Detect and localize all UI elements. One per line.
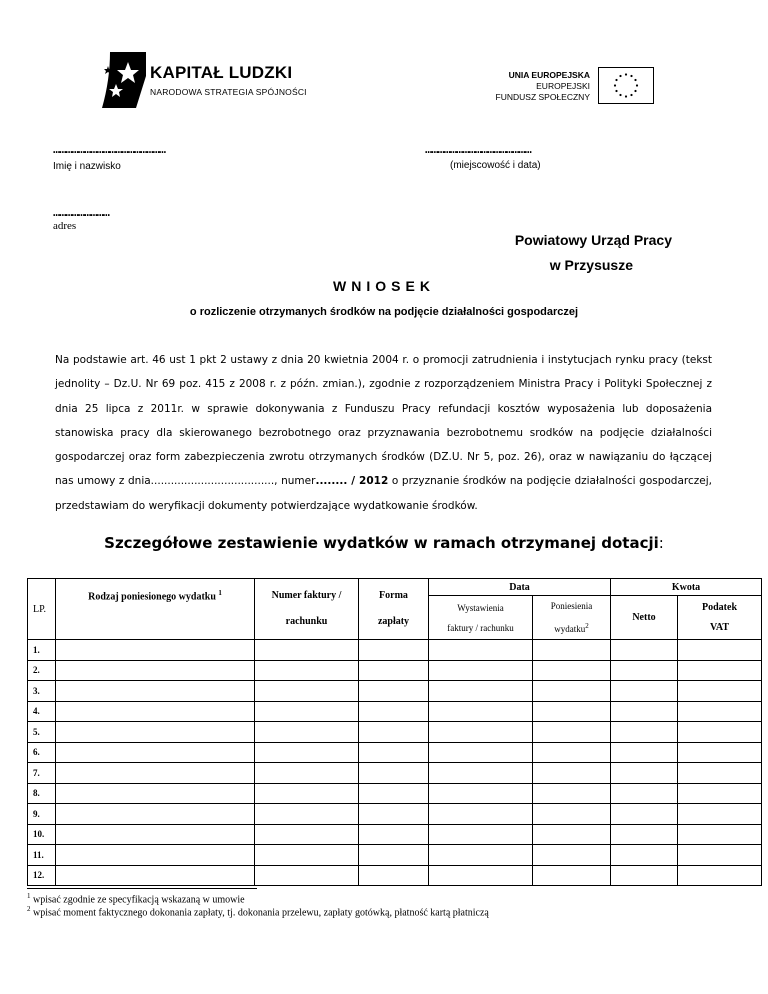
table-cell[interactable] bbox=[359, 742, 429, 763]
table-cell[interactable] bbox=[56, 865, 255, 886]
header-numer bbox=[255, 579, 359, 640]
header-pon-sup: 2 bbox=[585, 622, 589, 630]
header-pon-2: wydatku bbox=[554, 624, 586, 634]
table-cell[interactable] bbox=[533, 660, 611, 681]
row-number: 12. bbox=[28, 865, 56, 886]
table-cell[interactable] bbox=[56, 640, 255, 661]
table-cell[interactable] bbox=[255, 865, 359, 886]
table-cell[interactable] bbox=[255, 845, 359, 866]
eu-star-icon bbox=[615, 79, 617, 81]
eu-line1: UNIA EUROPEJSKA bbox=[508, 70, 590, 80]
table-cell[interactable] bbox=[533, 763, 611, 784]
table-row bbox=[28, 845, 762, 866]
table-cell[interactable] bbox=[359, 845, 429, 866]
table-cell[interactable] bbox=[533, 701, 611, 722]
table-cell[interactable] bbox=[611, 660, 678, 681]
row-number: 2. bbox=[28, 660, 56, 681]
place-label: (miejscowość i data) bbox=[450, 160, 541, 171]
address-dots: ……………………… bbox=[53, 205, 110, 219]
row-number: 8. bbox=[28, 783, 56, 804]
table-cell[interactable] bbox=[255, 660, 359, 681]
table-cell[interactable] bbox=[611, 763, 678, 784]
table-cell[interactable] bbox=[429, 804, 533, 825]
eu-star-icon bbox=[630, 94, 632, 96]
table-cell[interactable] bbox=[533, 742, 611, 763]
table-cell[interactable] bbox=[56, 804, 255, 825]
footnote-2 bbox=[27, 905, 489, 918]
table-row bbox=[28, 681, 762, 702]
table-cell[interactable] bbox=[533, 865, 611, 886]
eu-flag-icon bbox=[598, 67, 654, 104]
name-dots: ……………………………………………… bbox=[53, 142, 166, 156]
table-cell[interactable] bbox=[678, 660, 762, 681]
row-number: 7. bbox=[28, 763, 56, 784]
table-cell[interactable] bbox=[429, 681, 533, 702]
eu-star-icon bbox=[615, 90, 617, 92]
eu-logo-text bbox=[496, 70, 590, 103]
eu-star-icon bbox=[634, 79, 636, 81]
table-cell[interactable] bbox=[56, 722, 255, 743]
table-cell[interactable] bbox=[678, 701, 762, 722]
table-cell[interactable] bbox=[611, 701, 678, 722]
table-cell[interactable] bbox=[611, 783, 678, 804]
table-cell[interactable] bbox=[255, 681, 359, 702]
header-wyst-1: Wystawienia bbox=[457, 602, 504, 613]
table-cell[interactable] bbox=[255, 701, 359, 722]
table-cell[interactable] bbox=[255, 783, 359, 804]
table-cell[interactable] bbox=[611, 681, 678, 702]
table-cell[interactable] bbox=[359, 824, 429, 845]
table-cell[interactable] bbox=[255, 763, 359, 784]
table-cell[interactable] bbox=[678, 722, 762, 743]
table-cell[interactable] bbox=[56, 824, 255, 845]
eu-line3: FUNDUSZ SPOŁECZNY bbox=[495, 92, 590, 102]
table-cell[interactable] bbox=[359, 640, 429, 661]
table-row bbox=[28, 660, 762, 681]
header-rodzaj-sup: 1 bbox=[218, 589, 222, 597]
table-cell[interactable] bbox=[611, 804, 678, 825]
section-title-text: Szczegółowe zestawienie wydatków w ramach otrzymanej dotacji bbox=[104, 534, 659, 552]
table-cell[interactable] bbox=[255, 722, 359, 743]
eu-star-icon bbox=[625, 73, 627, 75]
table-cell[interactable] bbox=[611, 640, 678, 661]
footnote-1-num: 1 bbox=[27, 892, 31, 900]
body-paragraph bbox=[55, 348, 712, 518]
header-pod-2: VAT bbox=[709, 621, 730, 633]
table-row bbox=[28, 763, 762, 784]
footnote-divider bbox=[27, 888, 257, 889]
table-cell[interactable] bbox=[56, 742, 255, 763]
header-rodzaj-text: Rodzaj poniesionego wydatku bbox=[88, 591, 216, 603]
header-data: Data bbox=[429, 579, 611, 596]
expense-table bbox=[27, 578, 762, 886]
table-cell[interactable] bbox=[533, 640, 611, 661]
row-number: 6. bbox=[28, 742, 56, 763]
table-row bbox=[28, 701, 762, 722]
table-cell[interactable] bbox=[533, 783, 611, 804]
eu-star-icon bbox=[625, 95, 627, 97]
header-lp: LP. bbox=[28, 579, 56, 640]
table-cell[interactable] bbox=[429, 865, 533, 886]
kapital-ludzki-title: KAPITAŁ LUDZKI bbox=[150, 63, 293, 82]
place-dots: …………………………………………… bbox=[425, 142, 531, 156]
table-cell[interactable] bbox=[678, 845, 762, 866]
footnote-2-text: wpisać moment faktycznego dokonania zapłaty, tj. dokonania przelewu, zapłaty gotówką, płatność kartą płatniczą bbox=[33, 907, 489, 919]
table-cell[interactable] bbox=[678, 640, 762, 661]
table-cell[interactable] bbox=[429, 640, 533, 661]
table-cell[interactable] bbox=[56, 681, 255, 702]
table-cell[interactable] bbox=[359, 681, 429, 702]
table-cell[interactable] bbox=[359, 722, 429, 743]
table-cell[interactable] bbox=[429, 824, 533, 845]
table-cell[interactable] bbox=[359, 865, 429, 886]
eu-star-icon bbox=[636, 84, 638, 86]
table-cell[interactable] bbox=[533, 845, 611, 866]
eu-star-icon bbox=[614, 84, 616, 86]
row-number: 4. bbox=[28, 701, 56, 722]
table-cell[interactable] bbox=[611, 742, 678, 763]
table-cell[interactable] bbox=[429, 701, 533, 722]
footnote-1 bbox=[27, 892, 245, 905]
table-row bbox=[28, 722, 762, 743]
section-title-colon: : bbox=[658, 534, 664, 552]
header-forma-2: zapłaty bbox=[377, 616, 410, 627]
footnote-1-text: wpisać zgodnie ze specyfikacją wskazaną w umowie bbox=[33, 894, 245, 906]
table-cell[interactable] bbox=[56, 763, 255, 784]
header-kwota: Kwota bbox=[611, 579, 762, 596]
row-number: 11. bbox=[28, 845, 56, 866]
body-text-part1: Na podstawie art. 46 ust 1 pkt 2 ustawy z dnia 20 kwietnia 2004 r. o promocji zatrudnienia i instytucjach rynku pracy (tekst jednolity – Dz.U. Nr 69 poz. 415 z 2008 r. z późn. zmian.), zgodnie z rozporządzeniem Ministra Pracy i Polityki Społecznej z dnia 25 lipca z 2011r. w sprawie dokonywania z Funduszu Pracy refundacji kosztów wyposażenia lub doposażenia stanowiska pracy dla skierowanego bezrobotnego oraz przyznawania bezrobotnemu srodków na podjęcie działalności gospodarczej oraz form zabezpieczenia zwrotu otrzymanych środków (DZ.U. Nr 5, poz. 26), oraz w nawiązaniu do łączącej nas umowy z dnia....................................., numer bbox=[55, 354, 712, 488]
header-poniesienia bbox=[533, 596, 611, 640]
table-cell[interactable] bbox=[678, 804, 762, 825]
table-cell[interactable] bbox=[255, 742, 359, 763]
table-cell[interactable] bbox=[359, 783, 429, 804]
row-number: 10. bbox=[28, 824, 56, 845]
table-cell[interactable] bbox=[678, 783, 762, 804]
table-row bbox=[28, 804, 762, 825]
section-title bbox=[0, 534, 768, 552]
row-number: 9. bbox=[28, 804, 56, 825]
row-number: 3. bbox=[28, 681, 56, 702]
header-forma bbox=[359, 579, 429, 640]
header-numer-1: Numer faktury / bbox=[271, 590, 342, 601]
table-cell[interactable] bbox=[359, 701, 429, 722]
table-cell[interactable] bbox=[611, 722, 678, 743]
eu-star-icon bbox=[630, 75, 632, 77]
table-cell[interactable] bbox=[611, 824, 678, 845]
table-cell[interactable] bbox=[56, 845, 255, 866]
table-row bbox=[28, 640, 762, 661]
table-cell[interactable] bbox=[533, 681, 611, 702]
table-cell[interactable] bbox=[359, 804, 429, 825]
document-subtitle: o rozliczenie otrzymanych środków na podjęcie działalności gospodarczej bbox=[189, 306, 579, 318]
table-cell[interactable] bbox=[359, 763, 429, 784]
header-numer-2: rachunku bbox=[285, 616, 328, 627]
table-cell[interactable] bbox=[56, 701, 255, 722]
table-cell[interactable] bbox=[359, 660, 429, 681]
eu-star-icon bbox=[619, 75, 621, 77]
table-cell[interactable] bbox=[611, 845, 678, 866]
table-row bbox=[28, 824, 762, 845]
eu-line2: EUROPEJSKI bbox=[536, 81, 590, 91]
footnote-2-num: 2 bbox=[27, 905, 31, 913]
header-netto: Netto bbox=[611, 596, 678, 640]
table-cell[interactable] bbox=[611, 865, 678, 886]
table-cell[interactable] bbox=[429, 660, 533, 681]
table-cell[interactable] bbox=[255, 824, 359, 845]
address-label: adres bbox=[53, 220, 77, 232]
recipient-line2: w Przysusze bbox=[549, 257, 633, 273]
table-cell[interactable] bbox=[56, 783, 255, 804]
table-cell[interactable] bbox=[533, 824, 611, 845]
table-cell[interactable] bbox=[533, 804, 611, 825]
row-number: 5. bbox=[28, 722, 56, 743]
body-text-part2: o przyznanie środków na podjęcie działalności gospodarczej, przedstawiam do weryfikacji dokumenty potwierdzające wydatkowanie środków. bbox=[55, 475, 712, 512]
header-forma-1: Forma bbox=[379, 590, 408, 601]
table-row bbox=[28, 783, 762, 804]
table-cell[interactable] bbox=[678, 824, 762, 845]
table-cell[interactable] bbox=[429, 783, 533, 804]
table-row bbox=[28, 742, 762, 763]
recipient-line1: Powiatowy Urząd Pracy bbox=[514, 232, 672, 248]
table-cell[interactable] bbox=[429, 742, 533, 763]
table-cell[interactable] bbox=[56, 660, 255, 681]
table-cell[interactable] bbox=[678, 763, 762, 784]
kapital-ludzki-logo-icon bbox=[96, 50, 156, 112]
header-rodzaj bbox=[56, 579, 255, 640]
eu-star-icon bbox=[634, 90, 636, 92]
agreement-number: ........ / 2012 bbox=[315, 475, 389, 488]
table-cell[interactable] bbox=[429, 845, 533, 866]
table-cell[interactable] bbox=[255, 804, 359, 825]
table-cell[interactable] bbox=[429, 722, 533, 743]
header-pod-1: Podatek bbox=[702, 601, 737, 613]
table-cell[interactable] bbox=[678, 742, 762, 763]
row-number: 1. bbox=[28, 640, 56, 661]
kapital-ludzki-subtitle: NARODOWA STRATEGIA SPÓJNOŚCI bbox=[150, 87, 307, 97]
document-title: WNIOSEK bbox=[333, 278, 435, 294]
header-wyst-2: faktury / rachunku bbox=[447, 622, 514, 633]
header-wystawienia bbox=[429, 596, 533, 640]
table-cell[interactable] bbox=[678, 681, 762, 702]
eu-star-icon bbox=[619, 94, 621, 96]
name-label: Imię i nazwisko bbox=[53, 161, 121, 172]
header-pon-1: Poniesienia bbox=[550, 601, 593, 611]
header-podatek bbox=[678, 596, 762, 640]
table-row bbox=[28, 865, 762, 886]
table-cell[interactable] bbox=[533, 722, 611, 743]
table-cell[interactable] bbox=[678, 865, 762, 886]
table-cell[interactable] bbox=[255, 640, 359, 661]
table-cell[interactable] bbox=[429, 763, 533, 784]
